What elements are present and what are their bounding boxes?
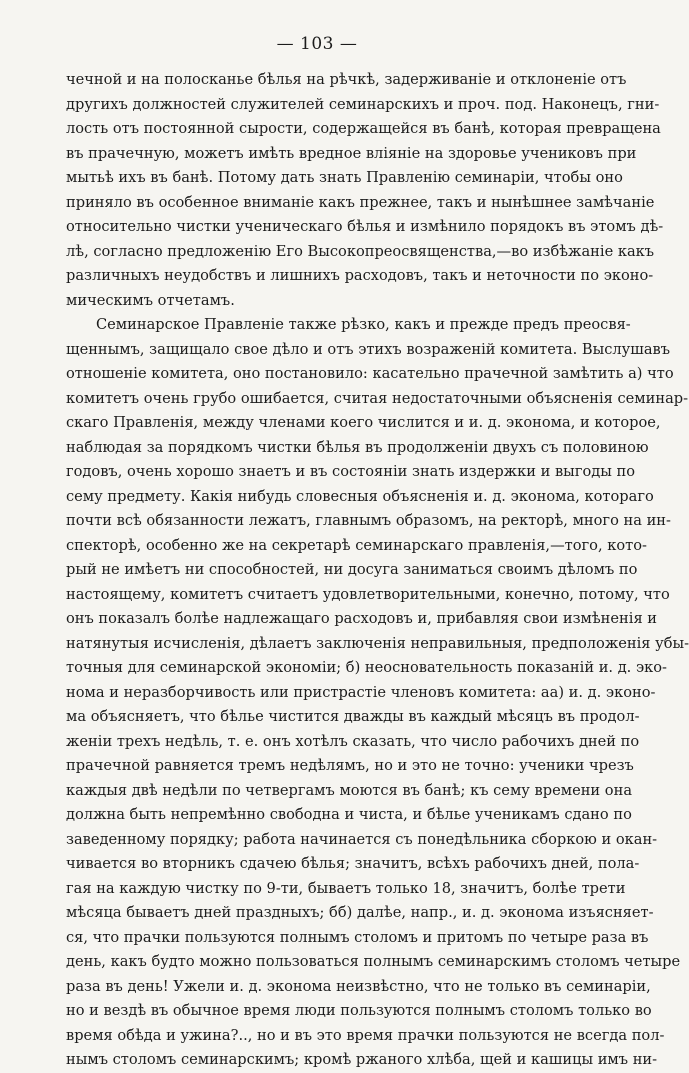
text-line: мическимъ отчетамъ. <box>66 291 235 309</box>
text-line: Семинарское Правленіе также рѣзко, какъ и прежде предъ преосвя- <box>96 316 631 333</box>
text-line: точныя для семинарской экономіи; б) неосновательность показаній и. д. эко- <box>66 659 667 676</box>
text-line: щеннымъ, защищало свое дѣло и отъ этихъ возраженій комитета. Выслушавъ <box>66 340 671 358</box>
text-line: день, какъ будто можно пользоваться полнымъ семинарскимъ столомъ четыре <box>66 953 681 970</box>
text-line: нымъ столомъ семинарскимъ; кромѣ ржаного хлѣба, щей и кашицы имъ ни- <box>66 1051 658 1068</box>
text-line: настоящему, комитетъ считаетъ удовлетворительными, конечно, потому, что <box>66 585 670 603</box>
text-line: натянутыя исчисленія, дѣлаетъ заключенія неправильныя, предположенія убы- <box>66 634 689 652</box>
text-line: различныхъ неудобствъ и лишнихъ расходовъ, такъ и неточности по эконо- <box>66 267 654 284</box>
text-line: лость отъ постоянной сырости, содержащейся въ банѣ, которая превращена <box>66 120 661 137</box>
text-line: нома и неразборчивость или пристрастіе членовъ комитета: аа) и. д. эконо- <box>66 683 656 701</box>
text-line: чечной и на полосканье бѣлья на рѣчкѣ, задерживаніе и отклоненіе отъ <box>66 71 627 88</box>
text-line: спекторѣ, особенно же на секретарѣ семинарскаго правленія,—того, кото- <box>66 536 647 554</box>
text-line: раза въ день! Ужели и. д. эконома неизвѣстно, что не только въ семинаріи, <box>66 977 651 995</box>
text-line: ся, что прачки пользуются полнымъ столомъ и притомъ по четыре раза въ <box>66 928 649 946</box>
text-line: годовъ, очень хорошо знаетъ и въ состояніи знать издержки и выгоды по <box>66 463 635 480</box>
text-line: комитетъ очень грубо ошибается, считая недостаточными объясненія семинар- <box>66 389 689 407</box>
text-line: заведенному порядку; работа начинается съ понедѣльника сборкою и окан- <box>66 830 658 848</box>
text-line: время обѣда и ужина?.., но и въ это время прачки пользуются не всегда пол- <box>66 1026 665 1044</box>
text-line: отношеніе комитета, оно постановило: касательно прачечной замѣтить а) что <box>66 365 674 382</box>
body-text <box>66 68 689 1073</box>
text-line: но и вездѣ въ обычное время люди пользуются полнымъ столомъ только во <box>66 1002 652 1019</box>
text-line: чивается во вторникъ сдачею бѣлья; значитъ, всѣхъ рабочихъ дней, пола- <box>66 855 640 872</box>
text-line: другихъ должностей служителей семинарскихъ и проч. под. Наконецъ, гни- <box>66 95 660 113</box>
page-number: — 103 — <box>276 34 358 54</box>
text-line: прачечной равняется тремъ недѣлямъ, но и это не точно: ученики чрезъ <box>66 757 634 774</box>
text-line: скаго Правленія, между членами коего числится и и. д. эконома, и которое, <box>66 414 661 431</box>
text-line: почти всѣ обязанности лежатъ, главнымъ образомъ, на ректорѣ, много на ин- <box>66 512 671 529</box>
text-line: гая на каждую чистку по 9-ти, бываетъ только 18, значитъ, болѣе трети <box>66 879 626 897</box>
text-line: въ прачечную, можетъ имѣть вредное вліяніе на здоровье учениковъ при <box>66 144 637 162</box>
text-line: женіи трехъ недѣль, т. е. онъ хотѣлъ сказать, что число рабочихъ дней по <box>66 732 640 750</box>
text-line: наблюдая за порядкомъ чистки бѣлья въ продолженіи двухъ съ половиною <box>66 438 649 456</box>
text-line: сему предмету. Какія нибудь словесныя объясненія и. д. эконома, котораго <box>66 487 654 505</box>
text-line: относительно чистки ученическаго бѣлья и измѣнило порядокъ въ этомъ дѣ- <box>66 218 664 235</box>
text-line: онъ показалъ болѣе надлежащаго расходовъ и, прибавляя свои измѣненія и <box>66 610 658 627</box>
text-line: приняло въ особенное вниманіе какъ прежнее, такъ и нынѣшнее замѣчаніе <box>66 193 655 211</box>
text-line: мѣсяца бываетъ дней праздныхъ; бб) далѣе, напр., и. д. эконома изъясняет- <box>66 904 654 921</box>
text-line: должна быть непремѣнно свободна и чиста, и бѣлье ученикамъ сдано по <box>66 806 632 823</box>
text-line: лѣ, согласно предложенію Его Высокопреосвященства,—во избѣжаніе какъ <box>66 242 655 260</box>
text-line: рый не имѣетъ ни способностей, ни досуга заниматься своимъ дѣломъ по <box>66 561 638 578</box>
text-line: каждыя двѣ недѣли по четвергамъ моются въ банѣ; къ сему времени она <box>66 781 633 799</box>
text-line: мытьѣ ихъ въ банѣ. Потому дать знать Правленію семинаріи, чтобы оно <box>66 169 623 186</box>
text-line: ма объясняетъ, что бѣлье чистится дважды въ каждый мѣсяцъ въ продол- <box>66 708 640 725</box>
